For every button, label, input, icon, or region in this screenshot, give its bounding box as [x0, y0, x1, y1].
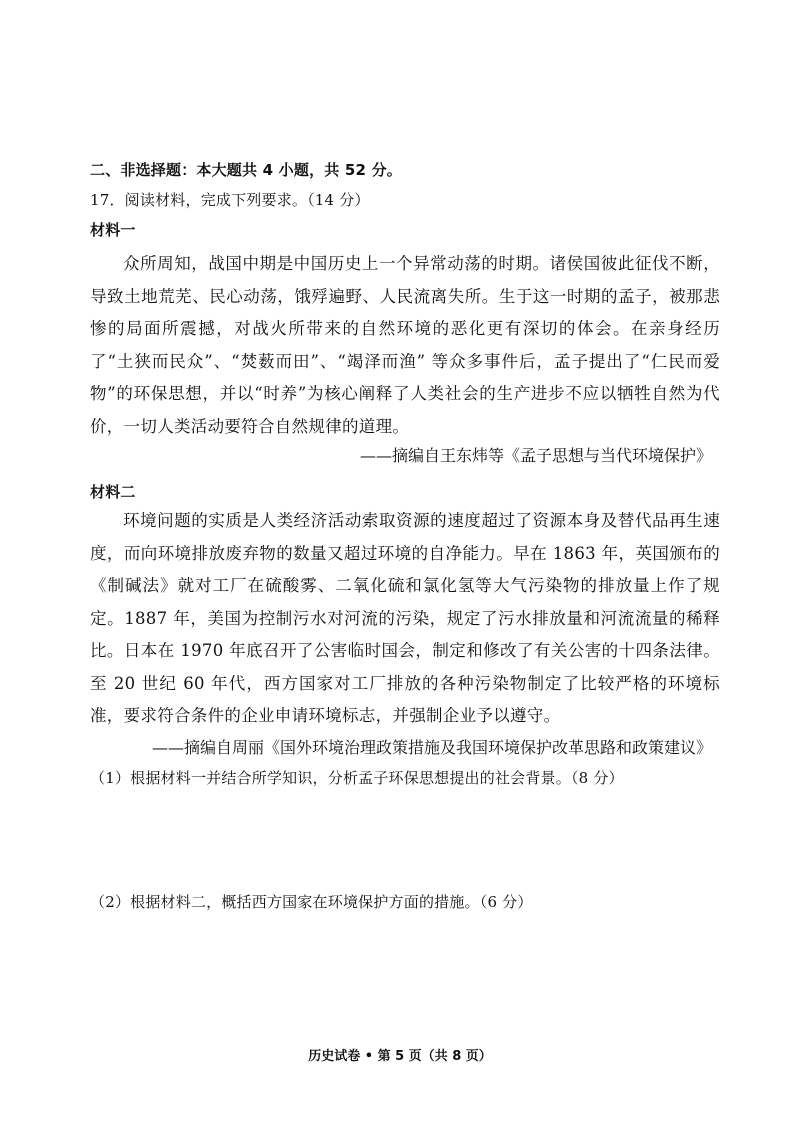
- material-2-label: 材料二: [90, 483, 136, 501]
- sub-question-2: （2）根据材料二，概括西方国家在环境保护方面的措施。（6 分）: [90, 893, 533, 911]
- question-17-stem: 17．阅读材料，完成下列要求。（14 分）: [90, 191, 370, 209]
- material-1-source: ——摘编自王东炜等《孟子思想与当代环境保护》: [359, 446, 712, 465]
- page-footer: 历史试卷 • 第 5 页（共 8 页）: [308, 1049, 492, 1064]
- material-1-label: 材料一: [90, 221, 136, 239]
- sub-question-1: （1）根据材料一并结合所学知识，分析孟子环保思想提出的社会背景。（8 分）: [90, 769, 624, 787]
- material-2-source: ——摘编自周丽《国外环境治理政策措施及我国环境保护改革思路和政策建议》: [151, 738, 712, 757]
- section-heading: 二、非选择题：本大题共 4 小题，共 52 分。: [90, 161, 403, 179]
- material-2-text: 环境问题的实质是人类经济活动索取资源的速度超过了资源本身及替代品再生速度，而向环境排放废弃物的数量又超过环境的自净能力。早在 1863 年，英国颁布的《制碱法》就对工厂在硫酸雾、二氧化硫和氯化氢等大气污染物的排放量上作了规定。1887 年，美国为控制污水对河流的污染，规定了污水排放量和河流流量的稀释比。日本在 1970 年底召开了公害临时国会，制定和修改了有关公害的十四条法律。至 20 世纪 60 年代，西方国家对工厂排放的各种污染物制定了比较严格的环境标准，要求符合条件的企业申请环境标志，并强制企业予以遵守。: [90, 511, 720, 725]
- material-1-text: 众所周知，战国中期是中国历史上一个异常动荡的时期。诸侯国彼此征伐不断，导致土地荒芜、民心动荡，饿殍遍野、人民流离失所。生于这一时期的孟子，被那悲惨的局面所震撼，对战火所带来的自然环境的恶化更有深切的体会。在亲身经历了“土狭而民众”、“焚薮而田”、“竭泽而渔” 等众多事件后，孟子提出了“仁民而爱物”的环保思想，并以“时养”为核心阐释了人类社会的生产进步不应以牺牲自然为代价，一切人类活动要符合自然规律的道理。: [90, 254, 720, 436]
